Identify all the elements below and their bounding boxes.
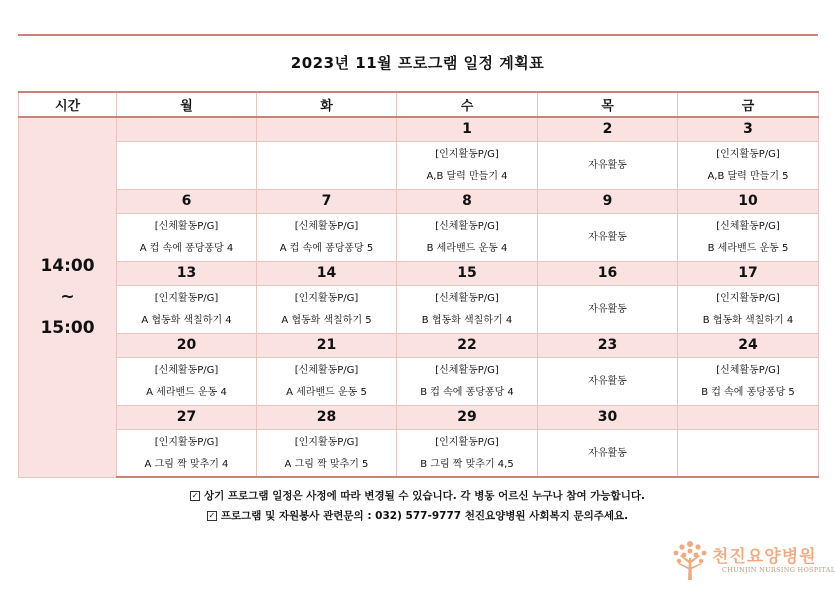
time-cell	[19, 117, 117, 477]
header-day-mon: 월	[117, 92, 257, 117]
date-cell-tue: 14	[257, 261, 397, 285]
activity-cell-mon	[117, 429, 257, 477]
header-time: 시간	[19, 92, 117, 117]
date-cell-mon: 27	[117, 405, 257, 429]
activity-title: B 협동화 색칠하기 4	[702, 315, 794, 326]
hospital-logo	[670, 538, 835, 584]
checkbox-icon: ✓	[191, 491, 199, 500]
activity-category: 자유활동	[588, 447, 627, 459]
activity-cell-wed	[397, 357, 538, 405]
activity-cell-fri	[678, 357, 819, 405]
activity-cell-mon	[117, 213, 257, 261]
date-cell-wed: 22	[397, 333, 538, 357]
activity-category: [인지활동P/G]	[154, 293, 219, 304]
top-divider	[18, 34, 818, 36]
activity-cell-thu	[538, 141, 678, 189]
activity-cell-wed	[397, 141, 538, 189]
activity-cell-mon	[117, 357, 257, 405]
activity-cell-tue	[257, 357, 397, 405]
activity-category: [신체활동P/G]	[294, 221, 359, 232]
activity-category: [인지활동P/G]	[435, 149, 499, 160]
checkbox-icon: ✓	[208, 511, 216, 520]
activity-title: A 협동화 색칠하기 5	[281, 315, 372, 326]
activity-category: [신체활동P/G]	[716, 221, 780, 232]
notes	[0, 486, 835, 526]
activity-category: 자유활동	[588, 304, 627, 315]
date-cell-tue: 7	[257, 189, 397, 213]
activity-title: A 그림 짝 맞추기 5	[284, 458, 369, 470]
date-row	[19, 261, 819, 285]
activity-category: 자유활동	[588, 232, 627, 243]
date-cell-fri	[678, 405, 819, 429]
date-cell-thu: 30	[538, 405, 678, 429]
activity-category: [인지활동P/G]	[716, 293, 780, 304]
date-row	[19, 189, 819, 213]
activity-cell-wed	[397, 213, 538, 261]
activity-title: A 컵 속에 퐁당퐁당 4	[139, 243, 234, 254]
activity-cell-thu	[538, 213, 678, 261]
activity-category: [인지활동P/G]	[716, 149, 780, 160]
logo-subtitle: CHUNJIN NURSING HOSPITAL	[722, 566, 835, 574]
activity-category: [인지활동P/G]	[435, 436, 499, 448]
activity-category: [인지활동P/G]	[154, 436, 219, 448]
date-row	[19, 117, 819, 141]
date-cell-wed: 29	[397, 405, 538, 429]
activity-category: [신체활동P/G]	[435, 293, 499, 304]
activity-row	[19, 213, 819, 261]
date-cell-thu: 23	[538, 333, 678, 357]
activity-title: A 세라밴드 운동 4	[146, 387, 227, 398]
activity-row	[19, 357, 819, 405]
activity-cell-thu	[538, 429, 678, 477]
page-title: 2023년 11월 프로그램 일정 계획표	[290, 54, 545, 72]
date-cell-fri: 10	[678, 189, 819, 213]
activity-title: B 컵 속에 퐁당퐁당 5	[701, 387, 795, 398]
activity-cell-tue	[257, 141, 397, 189]
date-cell-thu: 2	[538, 117, 678, 141]
activity-cell-fri	[678, 285, 819, 333]
activity-cell-fri	[678, 213, 819, 261]
activity-title: A 그림 짝 맞추기 4	[144, 458, 229, 470]
time-start: 14:00	[40, 255, 95, 276]
activity-title: A,B 달력 만들기 4	[426, 171, 508, 182]
note-text: 프로그램 및 자원봉사 관련문의 : 032) 577-9777 천진요양병원 사회복지 문의주세요.	[220, 510, 629, 522]
activity-title: B 협동화 색칠하기 4	[421, 315, 513, 326]
date-cell-wed: 8	[397, 189, 538, 213]
note-text: 상기 프로그램 일정은 사정에 따라 변경될 수 있습니다. 각 병동 어르신 누구나 참여 가능합니다.	[204, 490, 645, 502]
date-cell-thu: 9	[538, 189, 678, 213]
activity-title: A 협동화 색칠하기 4	[141, 315, 232, 326]
time-end: 15:00	[40, 317, 95, 338]
tree-of-people-icon	[670, 538, 710, 582]
activity-category: [신체활동P/G]	[716, 365, 780, 376]
activity-title: B 세라밴드 운동 4	[426, 243, 508, 254]
activity-category: [신체활동P/G]	[154, 221, 219, 232]
date-cell-thu: 16	[538, 261, 678, 285]
schedule-table	[18, 91, 819, 478]
activity-cell-mon	[117, 141, 257, 189]
activity-category: [신체활동P/G]	[154, 365, 219, 376]
date-cell-mon: 13	[117, 261, 257, 285]
header-day-tue: 화	[257, 92, 397, 117]
activity-category: [신체활동P/G]	[435, 221, 499, 232]
header-day-wed: 수	[397, 92, 538, 117]
note-line	[0, 506, 835, 526]
note-line	[0, 486, 835, 506]
logo-name: 천진요양병원	[712, 547, 817, 567]
activity-row	[19, 429, 819, 477]
activity-cell-fri	[678, 141, 819, 189]
activity-cell-wed	[397, 429, 538, 477]
activity-category: [인지활동P/G]	[294, 436, 359, 448]
date-cell-tue: 21	[257, 333, 397, 357]
date-cell-wed: 1	[397, 117, 538, 141]
activity-title: B 세라밴드 운동 5	[707, 243, 789, 254]
activity-cell-thu	[538, 357, 678, 405]
date-cell-fri: 3	[678, 117, 819, 141]
date-cell-mon: 6	[117, 189, 257, 213]
activity-row	[19, 285, 819, 333]
header-row	[19, 92, 819, 117]
activity-title: B 그림 짝 맞추기 4,5	[420, 458, 514, 470]
header-day-fri: 금	[678, 92, 819, 117]
time-sep: ~	[60, 286, 75, 307]
activity-category: 자유활동	[588, 160, 627, 171]
activity-cell-tue	[257, 285, 397, 333]
activity-title: A 컵 속에 퐁당퐁당 5	[279, 243, 374, 254]
date-row	[19, 405, 819, 429]
activity-cell-thu	[538, 285, 678, 333]
activity-category: [신체활동P/G]	[435, 365, 499, 376]
date-cell-wed: 15	[397, 261, 538, 285]
activity-cell-tue	[257, 429, 397, 477]
activity-category: [인지활동P/G]	[294, 293, 359, 304]
date-cell-mon	[117, 117, 257, 141]
activity-cell-fri	[678, 429, 819, 477]
activity-title: A,B 달력 만들기 5	[707, 171, 789, 182]
date-cell-tue: 28	[257, 405, 397, 429]
date-cell-fri: 17	[678, 261, 819, 285]
activity-cell-wed	[397, 285, 538, 333]
activity-title: A 세라밴드 운동 5	[286, 387, 367, 398]
header-day-thu: 목	[538, 92, 678, 117]
activity-category: 자유활동	[588, 376, 627, 387]
activity-cell-mon	[117, 285, 257, 333]
date-cell-fri: 24	[678, 333, 819, 357]
activity-category: [신체활동P/G]	[294, 365, 359, 376]
activity-cell-tue	[257, 213, 397, 261]
date-cell-mon: 20	[117, 333, 257, 357]
date-row	[19, 333, 819, 357]
date-cell-tue	[257, 117, 397, 141]
activity-title: B 컵 속에 퐁당퐁당 4	[420, 387, 514, 398]
activity-row	[19, 141, 819, 189]
